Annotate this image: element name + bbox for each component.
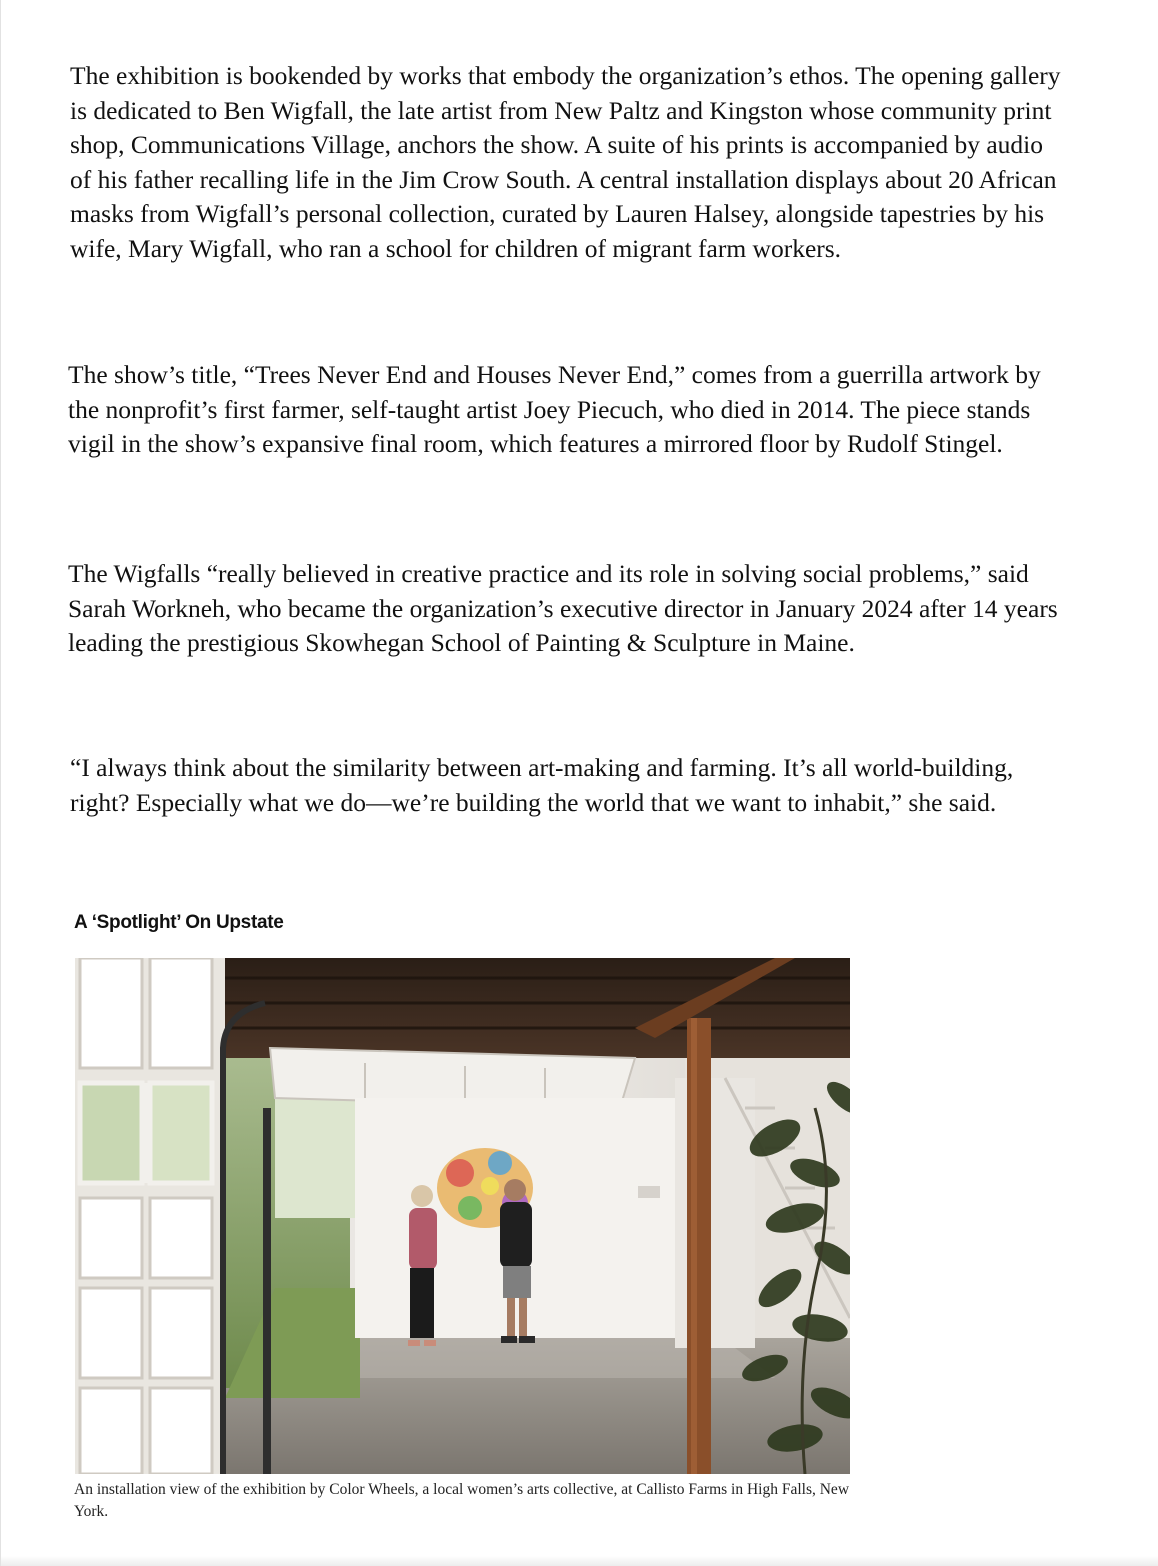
photo-caption: An installation view of the exhibition by Color Wheels, a local women’s arts collective, at Callisto Farms in High Falls, New York.: [74, 1481, 850, 1520]
page-bottom-edge: [1, 1556, 1158, 1566]
section-heading: A ‘Spotlight’ On Upstate: [74, 912, 284, 933]
article-paragraph: The exhibition is bookended by works that embody the organization’s ethos. The opening gallery is dedicated to Ben Wigfall, the late artist from New Paltz and Kingston whose community print shop, Communications Village, anchors the show. A suite of his prints is accompanied by audio of his father recalling life in the Jim Crow South. A central installation displays about 20 African masks from Wigfall’s personal collection, curated by Lauren Halsey, alongside tapestries by his wife, Mary Wigfall, who ran a school for children of migrant farm workers.: [70, 61, 1061, 263]
article-paragraph: The show’s title, “Trees Never End and Houses Never End,” comes from a guerrilla artwork by the nonprofit’s first farmer, self-taught artist Joey Piecuch, who died in 2014. The piece stands vigil in the show’s expansive final room, which features a mirrored floor by Rudolf Stingel.: [68, 360, 1041, 459]
article-paragraph: “I always think about the similarity between art-making and farming. It’s all world-building, right? Especially what we do—we’re building the world that we want to inhabit,” she said.: [70, 753, 1014, 817]
article-photo: [75, 958, 850, 1474]
installation-photo: [75, 958, 850, 1474]
garage-door: [75, 958, 225, 1474]
article-paragraph: The Wigfalls “really believed in creative practice and its role in solving social problems,” said Sarah Workneh, who became the organization’s executive director in January 2024 after 14 years leading the prestigious Skowhegan School of Painting & Sculpture in Maine.: [68, 559, 1058, 658]
